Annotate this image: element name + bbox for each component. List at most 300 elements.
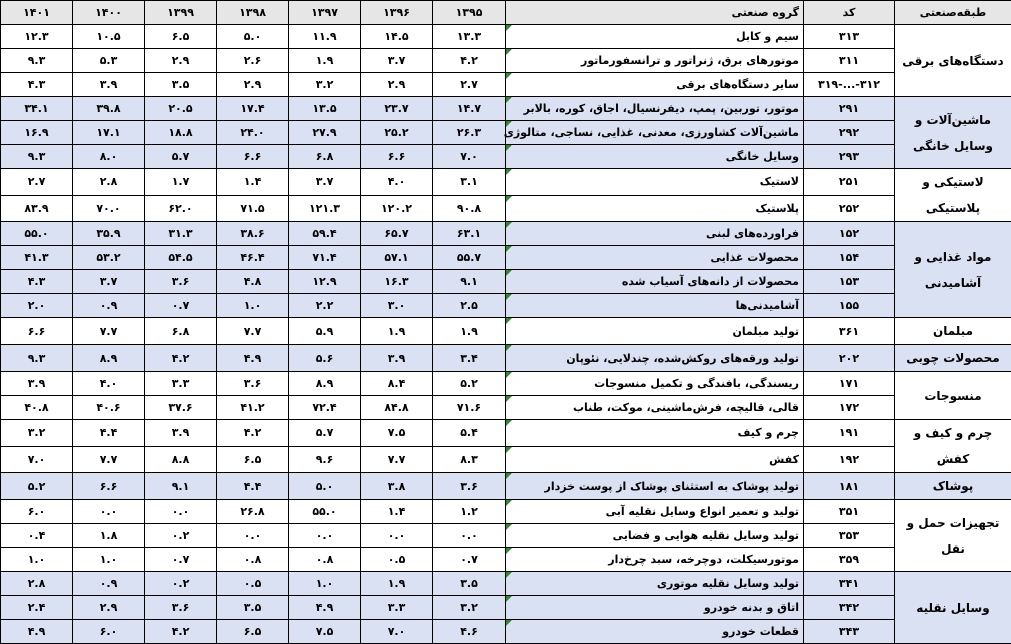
value-cell: ۱.۹ — [361, 572, 433, 596]
value-cell: ۱۳.۳ — [433, 25, 506, 49]
value-cell: ۱.۰ — [1, 548, 73, 572]
table-row — [1, 548, 1011, 572]
value-cell: ۱.۰ — [289, 572, 361, 596]
comment-marker-icon[interactable] — [506, 396, 512, 402]
code-cell: ۱۹۱ — [804, 420, 895, 447]
value-cell: ۷.۷ — [73, 446, 145, 473]
comment-marker-icon[interactable] — [506, 318, 512, 324]
table-row — [1, 396, 1011, 420]
code-cell: ۱۹۲ — [804, 446, 895, 473]
value-cell: ۳.۲ — [433, 596, 506, 620]
code-cell: ۳۵۱ — [804, 500, 895, 524]
value-cell: ۴.۳ — [1, 270, 73, 294]
table-row — [1, 318, 1011, 345]
industry-group-cell — [506, 294, 804, 318]
value-cell: ۳.۹ — [1, 372, 73, 396]
value-cell: ۲۳.۷ — [361, 97, 433, 121]
comment-marker-icon[interactable] — [506, 246, 512, 252]
value-cell: ۰.۴ — [1, 524, 73, 548]
value-cell: ۹.۳ — [1, 49, 73, 73]
code-cell: ۱۵۴ — [804, 246, 895, 270]
value-cell: ۴۰.۸ — [1, 396, 73, 420]
industry-group-cell — [506, 246, 804, 270]
value-cell: ۳.۰ — [361, 294, 433, 318]
table-row — [1, 446, 1011, 473]
value-cell: ۷۱.۴ — [289, 246, 361, 270]
value-cell: ۸.۰ — [73, 145, 145, 169]
industry-group-label: محصولات از دانه‌های آسیاب شده — [622, 275, 799, 288]
value-cell: ۵۳.۲ — [73, 246, 145, 270]
value-cell: ۵.۰ — [289, 473, 361, 500]
value-cell: ۴۰.۶ — [73, 396, 145, 420]
value-cell: ۱.۰ — [217, 294, 289, 318]
code-cell: ۳۱۳ — [804, 25, 895, 49]
value-cell: ۰.۸ — [217, 548, 289, 572]
industry-group-cell — [506, 548, 804, 572]
industry-group-cell — [506, 596, 804, 620]
table-row — [1, 473, 1011, 500]
value-cell: ۷.۵ — [361, 420, 433, 447]
code-cell: ۱۵۳ — [804, 270, 895, 294]
industry-group-label: تولید پوشاک به استثنای پوشاک از پوست خزدار — [545, 480, 799, 493]
comment-marker-icon[interactable] — [506, 222, 512, 228]
value-cell: ۵.۳ — [73, 49, 145, 73]
value-cell: ۲۰.۵ — [145, 97, 217, 121]
comment-marker-icon[interactable] — [506, 294, 512, 300]
value-cell: ۷.۵ — [289, 620, 361, 644]
comment-marker-icon[interactable] — [506, 196, 512, 202]
code-cell: ۱۵۵ — [804, 294, 895, 318]
industry-group-label: سیم و کابل — [736, 30, 799, 43]
header-row — [1, 1, 1011, 25]
value-cell: ۱۴.۵ — [361, 25, 433, 49]
value-cell: ۸.۳ — [433, 446, 506, 473]
comment-marker-icon[interactable] — [506, 548, 512, 554]
value-cell: ۸۳.۹ — [1, 195, 73, 222]
category-cell: ماشین‌آلات و وسایل خانگی — [895, 97, 1011, 169]
comment-marker-icon[interactable] — [506, 572, 512, 578]
value-cell: ۰.۰ — [73, 500, 145, 524]
value-cell: ۳۷.۶ — [145, 396, 217, 420]
value-cell: ۲.۷ — [1, 169, 73, 196]
table-row — [1, 246, 1011, 270]
comment-marker-icon[interactable] — [506, 372, 512, 378]
value-cell: ۱۰.۵ — [73, 25, 145, 49]
value-cell: ۵۵.۰ — [289, 500, 361, 524]
table-row — [1, 294, 1011, 318]
industry-group-cell — [506, 49, 804, 73]
value-cell: ۶۳.۱ — [433, 222, 506, 246]
value-cell: ۵.۷ — [145, 145, 217, 169]
table-row — [1, 49, 1011, 73]
value-cell: ۶.۰ — [73, 620, 145, 644]
header-category: طبقه‌صنعتی — [895, 1, 1011, 25]
industry-group-cell — [506, 396, 804, 420]
value-cell: ۱.۷ — [145, 169, 217, 196]
value-cell: ۶.۶ — [73, 473, 145, 500]
value-cell: ۳.۳ — [361, 596, 433, 620]
value-cell: ۳۵.۹ — [73, 222, 145, 246]
category-cell: پوشاک — [895, 473, 1011, 500]
comment-marker-icon[interactable] — [506, 524, 512, 530]
industry-group-label: کفش — [769, 453, 799, 466]
industry-group-cell — [506, 222, 804, 246]
value-cell: ۹۰.۸ — [433, 195, 506, 222]
value-cell: ۱۴.۷ — [433, 97, 506, 121]
comment-marker-icon[interactable] — [506, 145, 512, 151]
value-cell: ۵۷.۱ — [361, 246, 433, 270]
table-row — [1, 195, 1011, 222]
industry-group-cell — [506, 25, 804, 49]
code-cell: ۳۴۳ — [804, 620, 895, 644]
value-cell: ۳.۵ — [433, 572, 506, 596]
table-row — [1, 345, 1011, 372]
value-cell: ۳.۹ — [145, 420, 217, 447]
value-cell: ۱۲۰.۲ — [361, 195, 433, 222]
industry-group-label: موتورسیکلت، دوچرخه، سبد چرخ‌دار — [608, 553, 799, 566]
value-cell: ۶.۵ — [145, 25, 217, 49]
value-cell: ۳۹.۸ — [73, 97, 145, 121]
value-cell: ۵.۹ — [289, 318, 361, 345]
value-cell: ۲.۸ — [73, 169, 145, 196]
category-cell: لاستیکی و پلاستیکی — [895, 169, 1011, 222]
value-cell: ۷۱.۵ — [217, 195, 289, 222]
comment-marker-icon[interactable] — [506, 169, 512, 175]
table-row — [1, 500, 1011, 524]
industry-group-label: اتاق و بدنه خودرو — [704, 601, 799, 614]
value-cell: ۲۵.۲ — [361, 121, 433, 145]
value-cell: ۲.۸ — [1, 572, 73, 596]
value-cell: ۹.۶ — [289, 446, 361, 473]
comment-marker-icon[interactable] — [506, 73, 512, 79]
value-cell: ۰.۰ — [433, 524, 506, 548]
value-cell: ۰.۲ — [145, 572, 217, 596]
code-cell: ۲۹۳ — [804, 145, 895, 169]
value-cell: ۳.۶ — [145, 596, 217, 620]
value-cell: ۳.۵ — [217, 596, 289, 620]
industry-group-cell — [506, 500, 804, 524]
value-cell: ۱.۸ — [73, 524, 145, 548]
value-cell: ۴۱.۳ — [1, 246, 73, 270]
table-row — [1, 372, 1011, 396]
value-cell: ۰.۷ — [433, 548, 506, 572]
value-cell: ۷.۰ — [361, 620, 433, 644]
value-cell: ۴.۶ — [433, 620, 506, 644]
value-cell: ۲.۰ — [1, 294, 73, 318]
table-row — [1, 596, 1011, 620]
industry-group-label: موتور، توربین، پمپ، دیفرنسیال، اجاق، کوره، بالابر — [524, 102, 799, 115]
value-cell: ۵۵.۰ — [1, 222, 73, 246]
code-cell: ۲۹۲ — [804, 121, 895, 145]
industry-group-label: وسایل خانگی — [726, 150, 799, 163]
comment-marker-icon[interactable] — [506, 345, 512, 351]
category-cell: محصولات چوبی — [895, 345, 1011, 372]
value-cell: ۲۶.۸ — [217, 500, 289, 524]
value-cell: ۵.۷ — [289, 420, 361, 447]
header-year: ۱۴۰۰ — [73, 1, 145, 25]
value-cell: ۴۶.۴ — [217, 246, 289, 270]
value-cell: ۹.۳ — [1, 345, 73, 372]
value-cell: ۷۰.۰ — [73, 195, 145, 222]
value-cell: ۷۱.۶ — [433, 396, 506, 420]
value-cell: ۰.۰ — [145, 500, 217, 524]
table-row — [1, 97, 1011, 121]
value-cell: ۱۲.۳ — [1, 25, 73, 49]
value-cell: ۱۷.۴ — [217, 97, 289, 121]
industry-group-label: تولید وسایل نقلیه موتوری — [657, 577, 799, 590]
value-cell: ۲.۹ — [73, 596, 145, 620]
header-group: گروه صنعتی — [506, 1, 804, 25]
code-cell: ۳۱۲-...-۳۱۹ — [804, 73, 895, 97]
value-cell: ۷.۷ — [361, 446, 433, 473]
value-cell: ۳.۴ — [433, 345, 506, 372]
code-cell: ۲۵۱ — [804, 169, 895, 196]
industry-group-cell — [506, 145, 804, 169]
value-cell: ۱.۲ — [433, 500, 506, 524]
industry-group-label: محصولات غذایی — [711, 251, 799, 264]
industry-group-cell — [506, 572, 804, 596]
value-cell: ۲.۹ — [361, 73, 433, 97]
value-cell: ۱۶.۹ — [1, 121, 73, 145]
header-year: ۱۴۰۱ — [1, 1, 73, 25]
value-cell: ۳.۱ — [433, 169, 506, 196]
value-cell: ۶.۶ — [1, 318, 73, 345]
value-cell: ۰.۰ — [361, 524, 433, 548]
comment-marker-icon[interactable] — [506, 596, 512, 602]
value-cell: ۰.۲ — [145, 524, 217, 548]
comment-marker-icon[interactable] — [506, 270, 512, 276]
value-cell: ۶۲.۰ — [145, 195, 217, 222]
value-cell: ۳۴.۱ — [1, 97, 73, 121]
code-cell: ۲۵۲ — [804, 195, 895, 222]
value-cell: ۵.۲ — [433, 372, 506, 396]
header-year: ۱۳۹۵ — [433, 1, 506, 25]
value-cell: ۲۷.۹ — [289, 121, 361, 145]
industry-group-label: لاستیک — [760, 175, 799, 188]
comment-marker-icon[interactable] — [506, 420, 512, 426]
industry-group-cell — [506, 270, 804, 294]
value-cell: ۱۶.۳ — [361, 270, 433, 294]
category-cell: چرم و کیف و کفش — [895, 420, 1011, 473]
value-cell: ۹.۱ — [145, 473, 217, 500]
value-cell: ۸.۹ — [289, 372, 361, 396]
industry-group-label: تولید ورقه‌های روکش‌شده، چندلایی، نئوپان — [566, 352, 799, 365]
value-cell: ۸۴.۸ — [361, 396, 433, 420]
value-cell: ۲.۵ — [433, 294, 506, 318]
value-cell: ۴.۲ — [217, 420, 289, 447]
value-cell: ۵۴.۵ — [145, 246, 217, 270]
value-cell: ۲.۶ — [217, 49, 289, 73]
category-cell: دستگاه‌های برقی — [895, 25, 1011, 97]
value-cell: ۰.۹ — [73, 294, 145, 318]
industry-group-cell — [506, 420, 804, 447]
industry-group-label: قطعات خودرو — [722, 625, 799, 638]
industry-group-label: قالی، قالیچه، فرش‌ماشینی، موکت، طناب — [573, 401, 799, 414]
value-cell: ۴.۰ — [73, 372, 145, 396]
comment-marker-icon[interactable] — [506, 25, 512, 31]
industry-group-cell — [506, 318, 804, 345]
comment-marker-icon[interactable] — [506, 473, 512, 479]
industry-group-label: آشامیدنی‌ها — [736, 299, 799, 312]
code-cell: ۱۷۲ — [804, 396, 895, 420]
industry-group-label: فراورده‌های لبنی — [706, 227, 799, 240]
value-cell: ۶.۵ — [217, 446, 289, 473]
value-cell: ۲.۲ — [289, 294, 361, 318]
value-cell: ۴.۹ — [217, 345, 289, 372]
value-cell: ۱۳.۵ — [289, 97, 361, 121]
value-cell: ۱۱.۹ — [289, 25, 361, 49]
value-cell: ۳.۸ — [361, 473, 433, 500]
table-body — [1, 25, 1011, 644]
value-cell: ۷۲.۴ — [289, 396, 361, 420]
value-cell: ۷.۷ — [217, 318, 289, 345]
value-cell: ۹.۳ — [1, 145, 73, 169]
table-row — [1, 222, 1011, 246]
code-cell: ۱۷۱ — [804, 372, 895, 396]
value-cell: ۸.۴ — [361, 372, 433, 396]
table-row — [1, 121, 1011, 145]
value-cell: ۵.۰ — [217, 25, 289, 49]
value-cell: ۶.۵ — [217, 620, 289, 644]
industry-group-label: سایر دستگاه‌های برقی — [676, 78, 799, 91]
industry-group-cell — [506, 73, 804, 97]
value-cell: ۵.۶ — [289, 345, 361, 372]
value-cell: ۳.۲ — [289, 73, 361, 97]
code-cell: ۱۵۲ — [804, 222, 895, 246]
value-cell: ۰.۷ — [145, 294, 217, 318]
value-cell: ۲.۷ — [433, 73, 506, 97]
value-cell: ۱.۰ — [73, 548, 145, 572]
code-cell: ۳۵۹ — [804, 548, 895, 572]
header-code: کد — [804, 1, 895, 25]
value-cell: ۵۹.۴ — [289, 222, 361, 246]
value-cell: ۶.۶ — [361, 145, 433, 169]
code-cell: ۲۹۱ — [804, 97, 895, 121]
value-cell: ۰.۸ — [289, 548, 361, 572]
value-cell: ۴.۲ — [433, 49, 506, 73]
industry-group-cell — [506, 372, 804, 396]
table-row — [1, 145, 1011, 169]
industry-group-label: ریسندگی، بافندگی و تکمیل منسوجات — [594, 377, 799, 390]
code-cell: ۱۸۱ — [804, 473, 895, 500]
value-cell: ۳.۳ — [145, 372, 217, 396]
value-cell: ۲.۹ — [217, 73, 289, 97]
value-cell: ۱.۹ — [289, 49, 361, 73]
value-cell: ۳.۷ — [361, 49, 433, 73]
code-cell: ۳۶۱ — [804, 318, 895, 345]
value-cell: ۵.۲ — [1, 473, 73, 500]
industry-group-cell — [506, 620, 804, 644]
value-cell: ۴.۸ — [217, 270, 289, 294]
comment-marker-icon[interactable] — [506, 620, 512, 626]
table-row — [1, 420, 1011, 447]
industry-group-cell — [506, 121, 804, 145]
comment-marker-icon[interactable] — [506, 97, 512, 103]
comment-marker-icon[interactable] — [506, 49, 512, 55]
table-row — [1, 620, 1011, 644]
code-cell: ۳۴۲ — [804, 596, 895, 620]
value-cell: ۵۵.۷ — [433, 246, 506, 270]
value-cell: ۶.۸ — [289, 145, 361, 169]
value-cell: ۰.۹ — [73, 572, 145, 596]
industry-group-label: پلاستیک — [755, 202, 799, 215]
header-year: ۱۳۹۷ — [289, 1, 361, 25]
value-cell: ۳۱.۳ — [145, 222, 217, 246]
table-row — [1, 270, 1011, 294]
industry-group-cell — [506, 524, 804, 548]
value-cell: ۶.۶ — [217, 145, 289, 169]
category-cell: مواد غذایی و آشامیدنی — [895, 222, 1011, 318]
industry-group-cell — [506, 446, 804, 473]
comment-marker-icon[interactable] — [506, 447, 512, 453]
value-cell: ۳.۶ — [433, 473, 506, 500]
header-year: ۱۳۹۶ — [361, 1, 433, 25]
category-cell: منسوجات — [895, 372, 1011, 420]
value-cell: ۴.۳ — [1, 73, 73, 97]
code-cell: ۳۱۱ — [804, 49, 895, 73]
industry-group-cell — [506, 345, 804, 372]
header-year: ۱۳۹۸ — [217, 1, 289, 25]
table-row — [1, 169, 1011, 196]
value-cell: ۷.۰ — [433, 145, 506, 169]
comment-marker-icon[interactable] — [506, 500, 512, 506]
table-row — [1, 25, 1011, 49]
industry-group-cell — [506, 97, 804, 121]
value-cell: ۱.۴ — [361, 500, 433, 524]
value-cell: ۴.۴ — [217, 473, 289, 500]
category-cell: وسایل نقلیه — [895, 572, 1011, 644]
value-cell: ۱۲۱.۳ — [289, 195, 361, 222]
value-cell: ۴.۹ — [1, 620, 73, 644]
table-row — [1, 572, 1011, 596]
value-cell: ۷.۰ — [1, 446, 73, 473]
value-cell: ۱۸.۸ — [145, 121, 217, 145]
value-cell: ۲۶.۳ — [433, 121, 506, 145]
value-cell: ۳.۶ — [145, 270, 217, 294]
value-cell: ۸.۹ — [73, 345, 145, 372]
category-cell: مبلمان — [895, 318, 1011, 345]
value-cell: ۱۷.۱ — [73, 121, 145, 145]
industry-group-cell — [506, 473, 804, 500]
category-cell: تجهیزات حمل و نقل — [895, 500, 1011, 572]
industry-group-label: ماشین‌آلات کشاورزی، معدنی، غذایی، نساجی، متالوژی — [504, 126, 799, 139]
value-cell: ۳.۶ — [217, 372, 289, 396]
value-cell: ۳۸.۶ — [217, 222, 289, 246]
industry-group-cell — [506, 195, 804, 222]
industry-group-label: تولید وسایل نقلیه هوایی و فضایی — [613, 529, 799, 542]
value-cell: ۱.۹ — [361, 318, 433, 345]
value-cell: ۴.۲ — [145, 620, 217, 644]
industry-group-label: تولید مبلمان — [732, 325, 799, 338]
comment-marker-icon[interactable] — [506, 121, 512, 127]
code-cell: ۲۰۲ — [804, 345, 895, 372]
value-cell: ۱۲.۹ — [289, 270, 361, 294]
value-cell: ۹.۱ — [433, 270, 506, 294]
value-cell: ۰.۵ — [217, 572, 289, 596]
value-cell: ۲.۴ — [1, 596, 73, 620]
value-cell: ۶.۸ — [145, 318, 217, 345]
value-cell: ۳.۷ — [289, 169, 361, 196]
value-cell: ۲.۹ — [145, 49, 217, 73]
value-cell: ۳.۹ — [73, 73, 145, 97]
value-cell: ۳.۹ — [361, 345, 433, 372]
value-cell: ۸.۸ — [145, 446, 217, 473]
industry-group-label: تولید و تعمیر انواع وسایل نقلیه آبی — [606, 505, 799, 518]
industry-group-cell — [506, 169, 804, 196]
value-cell: ۴.۴ — [73, 420, 145, 447]
value-cell: ۴۱.۲ — [217, 396, 289, 420]
value-cell: ۳.۵ — [145, 73, 217, 97]
